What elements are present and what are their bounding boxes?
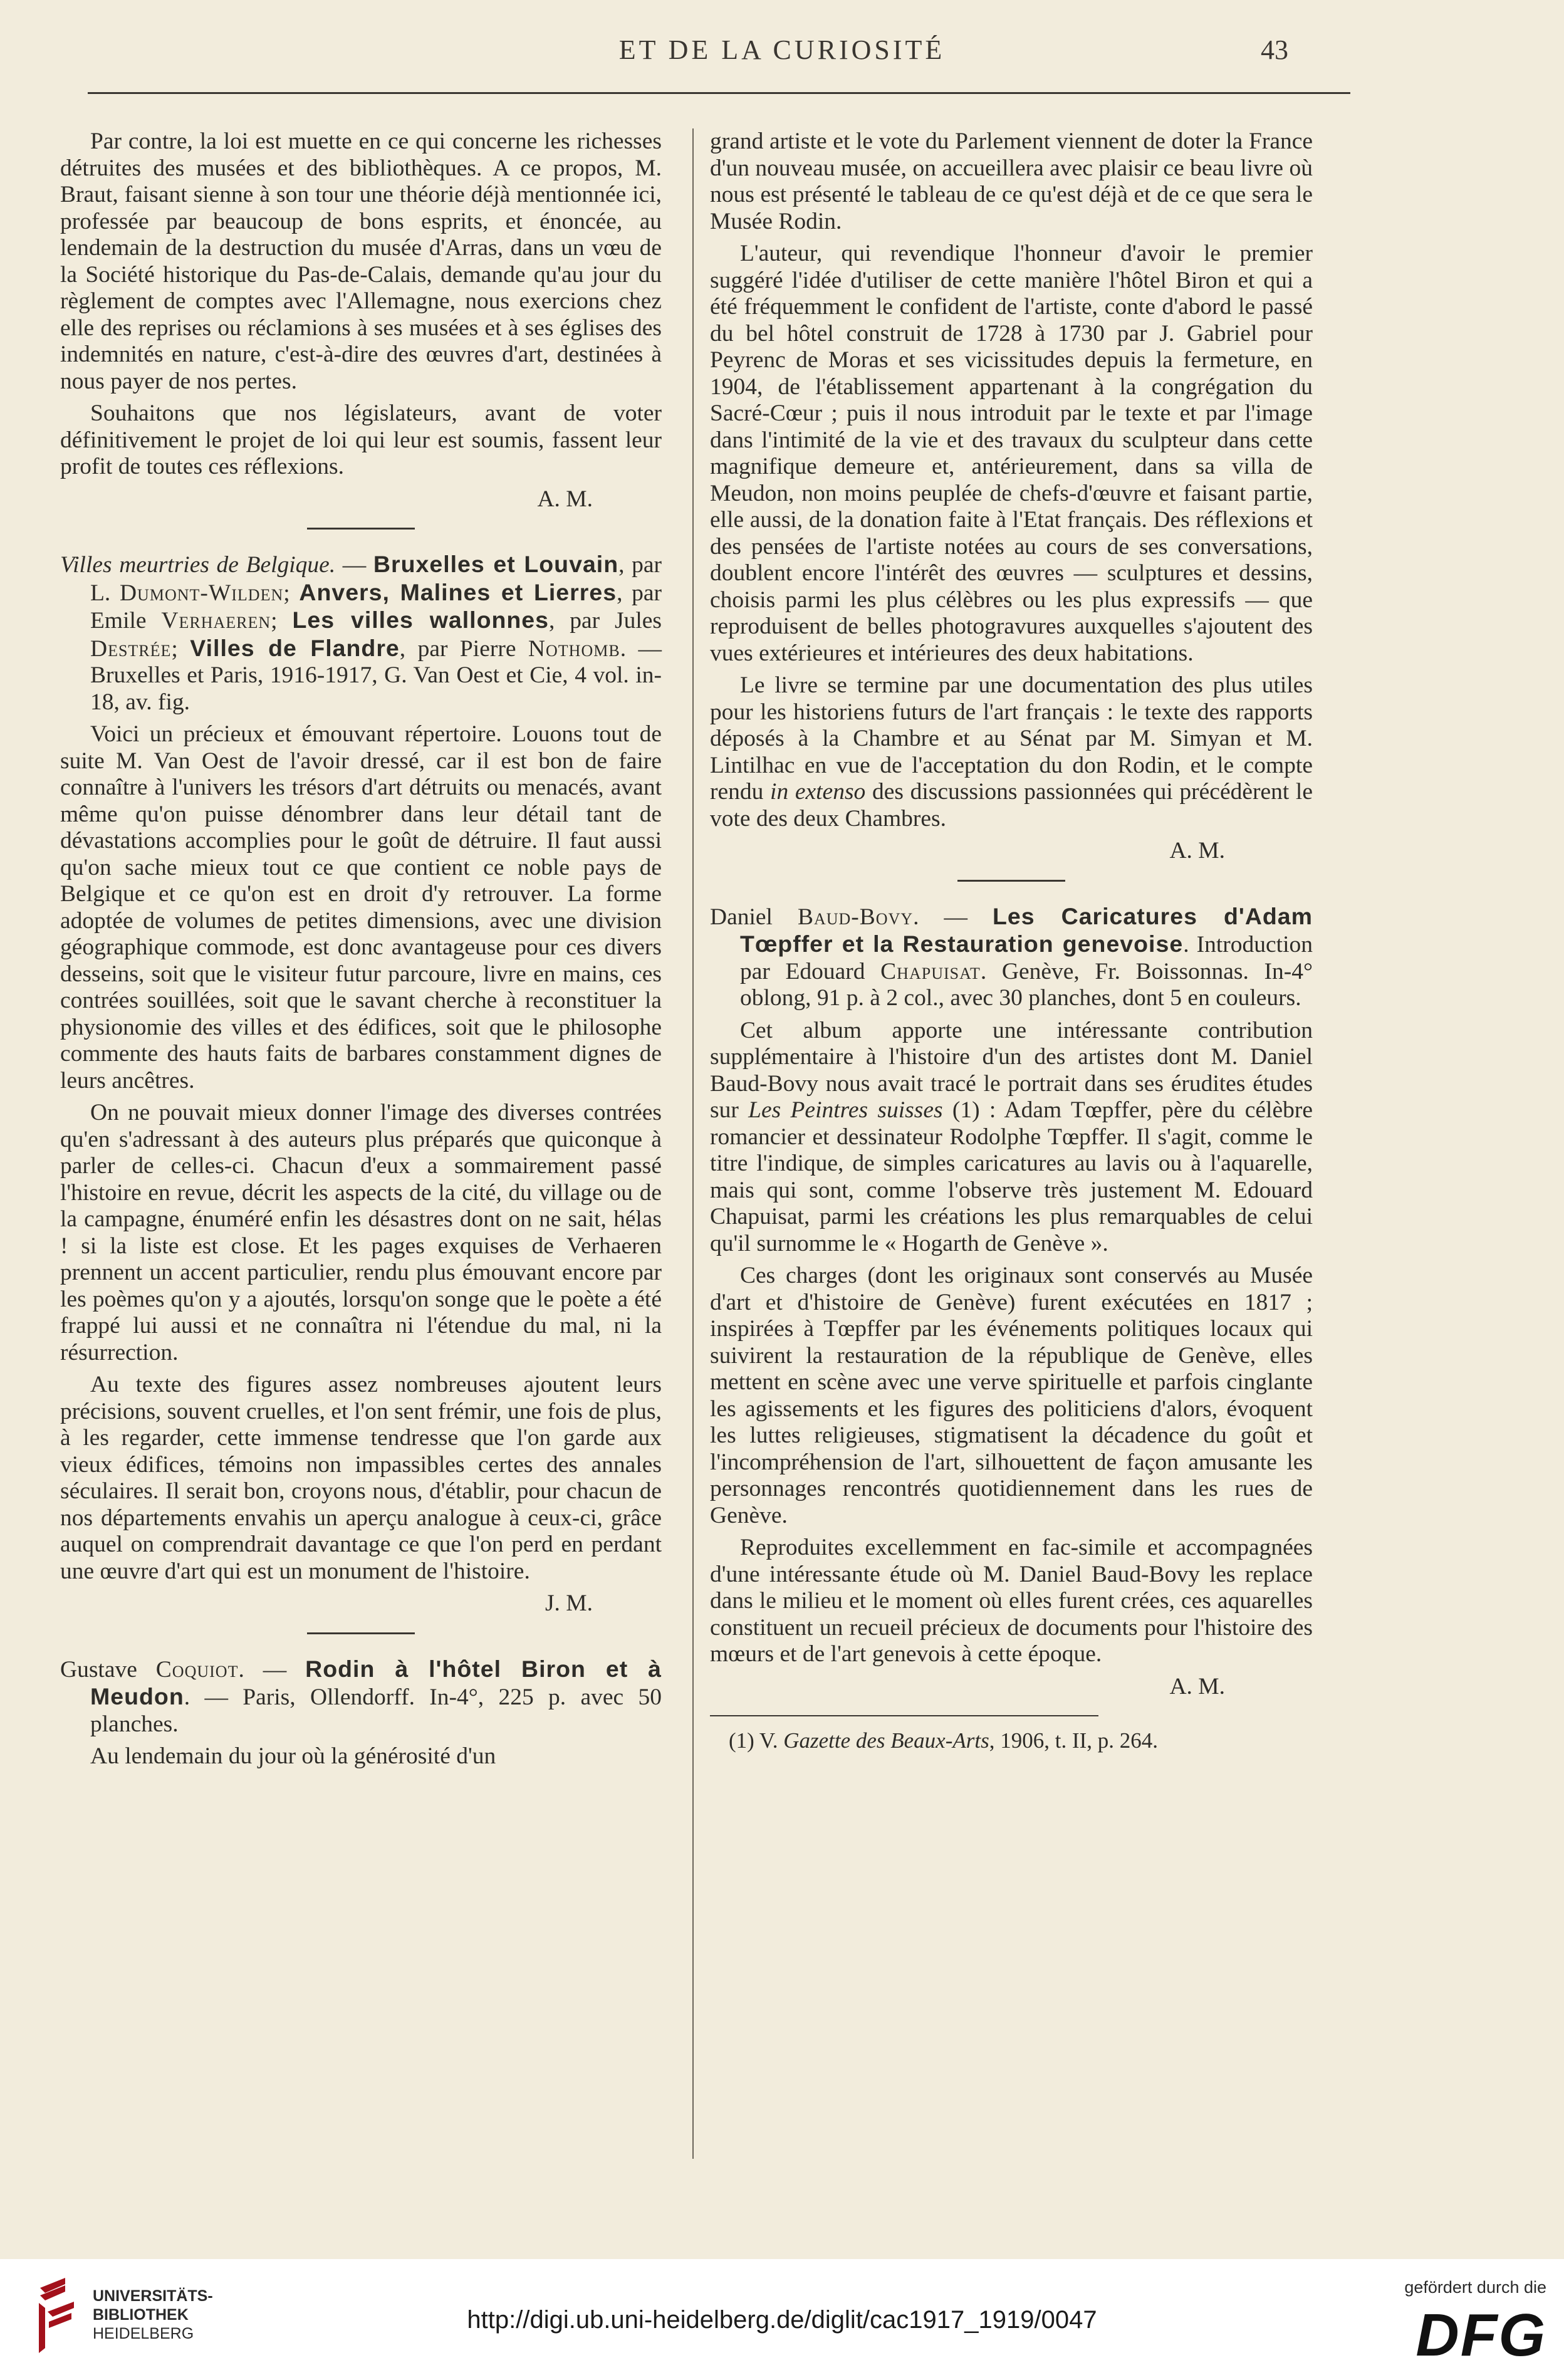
author-name: Baud-Bovy [797, 904, 914, 930]
paragraph: Au texte des figures assez nombreuses ajoutent leurs précisions, souvent cruelles, et l'on sent frémir, une fois de plus, à les regarder, cette immense tendresse que l'on garde aux vieux édifices, témoins non impassibles certes des annales séculaires. Il serait bon, croyons nous, d'établir, pour chacun de nos départements envahis un aperçu analogue à ceux-ci, grâce auquel on comprendrait davantage ce que l'on perd en perdant une œuvre d'art qui est un monument de l'histoire. [60, 1372, 662, 1584]
paragraph: Ces charges (dont les originaux sont conservés au Musée d'art et d'histoire de Genève) furent exécutées en 1817 ; inspirées à Tœpffer par les événements politiques locaux qui suivirent la restauration de la république de Genève, elles mettent en scène avec une verve spirituelle et parfois cinglante les agissements et les figures des politiciens d'alors, évoquent les luttes religieuses, stigmatisent la décadence du goût et l'incompréhension de l'art, silhouettent de façon amusante les personnages rencontrés quotidiennement dans les rues de Genève. [710, 1263, 1313, 1528]
source-url-link[interactable]: http://digi.ub.uni-heidelberg.de/diglit/cac1917_1919/0047 [467, 2306, 1097, 2334]
book-review-heading: Villes meurtries de Belgique. — Bruxelles et Louvain, par L. Dumont-Wilden; Anvers, Malines et Lierres, par Emile Verhaeren; Les villes wallonnes, par Jules Destrée; Villes de Flandre, par Pierre Nothomb. — Bruxelles et Paris, 1916-1917, G. Van Oest et Cie, 4 vol. in-18, av. fig. [60, 551, 662, 715]
paragraph: Voici un précieux et émouvant répertoire. Louons tout de suite M. Van Oest de l'avoir dressé, car il est bon de faire connaître à l'univers les trésors d'art détruits ou menacés, avant même qu'on puisse dénombrer dans leur détail tant de dévastations accomplies pour le goût de détruire. Il faut aussi qu'on sache mieux tout ce que contient ce noble pays de Belgique et ce qu'on est en droit d'y retrouver. La forme adoptée de volumes de petites dimensions, avec une division géographique commode, est donc avantageuse pour ces divers desseins, soit que le visiteur futur parcoure, livre en mains, ces contrées souillées, soit que le savant cherche à reconstituer la physionomie des villes et des édifices, soit que le philosophe commente des hauts faits de barbares constamment dignes de leurs ancêtres. [60, 721, 662, 1093]
volume-title: Anvers, Malines et Lierres [299, 578, 617, 605]
author-name: Nothomb [528, 635, 620, 662]
book-title: Les Caricatures d'Adam Tœpffer et la Restauration genevoise [740, 902, 1313, 957]
digitization-footer [0, 2259, 1564, 2380]
signature: A. M. [1169, 838, 1225, 864]
page-number: 43 [1261, 34, 1288, 65]
section-separator [307, 528, 415, 530]
paragraph: Le livre se termine par une documentation des plus utiles pour les historiens futurs de l'art français : le texte des rapports déposés à la Chambre et au Sénat par M. Simyan et M. Lintilhac en vue de l'acceptation du don Rodin, et le compte rendu in extenso des discussions passionnées qui précédèrent le vote des deux Chambres. [710, 672, 1313, 832]
section-separator [307, 1632, 415, 1634]
paragraph: Souhaitons que nos législateurs, avant de voter définitivement le projet de loi qui leur est soumis, fassent leur profit de toutes ces réflexions. [60, 400, 662, 479]
funder-caption: gefördert durch die [1404, 2278, 1546, 2297]
library-name: UNIVERSITÄTS- BIBLIOTHEK HEIDELBERG [93, 2287, 213, 2342]
paragraph: Au lendemain du jour où la générosité d'un [90, 1743, 496, 1769]
author-name: Destrée [90, 635, 172, 662]
column-divider [692, 128, 694, 2159]
volume-title: Les villes wallonnes [292, 607, 549, 633]
book-title: Rodin à l'hôtel Biron et à Meudon [90, 1655, 662, 1709]
header-rule [88, 92, 1350, 94]
volume-title: Villes de Flandre [190, 634, 400, 661]
paragraph: On ne pouvait mieux donner l'image des diverses contrées qu'en s'adressant à des auteurs plus préparés que quiconque à parler de celles-ci. Chacun d'eux a sommairement passé l'histoire en revue, décrit les aspects de la cité, du village ou de la campagne, énuméré enfin les désastres dont on ne sait, hélas ! si la liste est close. Et les pages exquises de Verhaeren prennent un accent particulier, rendu plus émouvant encore par les poèmes qu'on y a ajoutés, lorsqu'on songe que le poète a été frappé lui aussi et ne connaîtra ni l'étendue du mal, ni la résurrection. [60, 1100, 662, 1365]
book-review-heading: Gustave Coquiot. — Rodin à l'hôtel Biron et à Meudon. — Paris, Ollendorff. In-4°, 225 p. avec 50 planches. [60, 1655, 662, 1737]
footnote-rule [710, 1715, 1098, 1716]
paragraph: Cet album apporte une intéressante contribution supplémentaire à l'histoire d'un des artistes dont M. Daniel Baud-Bovy nous avait tracé le portrait dans ses érudites études sur Les Peintres suisses (1) : Adam Tœpffer, père du célèbre romancier et dessinateur Rodolphe Tœpffer. Il s'agit, comme le titre l'indique, de simples caricatures au lavis ou à l'aquarelle, mais qui sont, comme l'observe très justement M. Edouard Chapuisat, parmi les créations les plus remarquables de celui qu'il surnomme le « Hogarth de Genève ». [710, 1017, 1313, 1256]
author-name: Dumont-Wilden [119, 580, 284, 606]
author-name: Coquiot [155, 1656, 239, 1683]
right-column [710, 128, 1313, 1760]
signature: A. M. [1169, 1673, 1225, 1699]
signature: A. M. [537, 486, 593, 512]
section-separator [957, 880, 1065, 882]
paragraph: L'auteur, qui revendique l'honneur d'avoir le premier suggéré l'idée d'utiliser de cette manière l'hôtel Biron et qui a été fréquemment le confident de l'artiste, conte d'abord le passé du bel hôtel construit de 1728 à 1730 par J. Gabriel pour Peyrenc de Moras et ses vicissitudes depuis la fermeture, en 1904, de l'établissement appartenant à la congrégation du Sacré-Cœur ; puis il nous introduit par le texte et par l'image dans l'intimité de la vie et des travaux du sculpteur dans cette magnifique demeure et, antérieurement, dans sa villa de Meudon, non moins peuplée de chefs-d'œuvre et faisant partie, elle aussi, de la donation faite à l'Etat français. Des réflexions et des pensées de l'artiste notées au cours de ses conversations, doublent encore l'intérêt des œuvres — sculptures et dessins, choisis parmi les plus célèbres ou les plus expressifs — que reproduisent de belles photogravures auxquelles s'ajoutent des vues extérieures et intérieures des deux habitations. [710, 241, 1313, 666]
left-column [60, 128, 662, 1776]
volume-title: Bruxelles et Louvain [373, 551, 619, 577]
footnote: (1) V. Gazette des Beaux-Arts, 1906, t. II, p. 264. [729, 1728, 1159, 1753]
author-name: Verhaeren [161, 608, 271, 634]
review-title: Villes meurtries de Belgique. [60, 552, 336, 578]
paragraph: grand artiste et le vote du Parlement viennent de doter la France d'un nouveau musée, on accueillera avec plaisir ce beau livre où nous est présenté le tableau de ce qu'est déjà et de ce que sera le Musée Rodin. [710, 128, 1313, 234]
running-header-title: ET DE LA CURIOSITÉ [618, 34, 946, 65]
signature: J. M. [545, 1590, 593, 1616]
author-name: Chapuisat [880, 958, 981, 984]
book-review-heading: Daniel Baud-Bovy. — Les Caricatures d'Adam Tœpffer et la Restauration genevoise. Introduction par Edouard Chapuisat. Genève, Fr. Boissonnas. In-4° oblong, 91 p. à 2 col., avec 30 planches, dont 5 en couleurs. [710, 902, 1313, 1011]
dfg-logo[interactable]: DFG [1415, 2302, 1546, 2369]
paragraph: Par contre, la loi est muette en ce qui concerne les richesses détruites des musées et des bibliothèques. A ce propos, M. Braut, faisant sienne à son tour une théorie déjà mentionnée ici, professée par beaucoup de bons esprits, et énoncée, au lendemain de la destruction du musée d'Arras, dans un vœu de la Société historique du Pas-de-Calais, demande qu'au jour du règlement de comptes avec l'Allemagne, nous exercions chez elle des reprises ou réclamions à ses musées et à ses églises des indemnités en nature, c'est-à-dire des œuvres d'art, destinées à nous payer de nos pertes. [60, 128, 662, 394]
paragraph: Reproduites excellemment en fac-simile et accompagnées d'une intéressante étude où M. Daniel Baud-Bovy les replace dans le milieu et le moment où elles furent crées, ces aquarelles constituent un recueil précieux de documents pour l'histoire des mœurs et de l'art genevois à cette époque. [710, 1535, 1313, 1667]
